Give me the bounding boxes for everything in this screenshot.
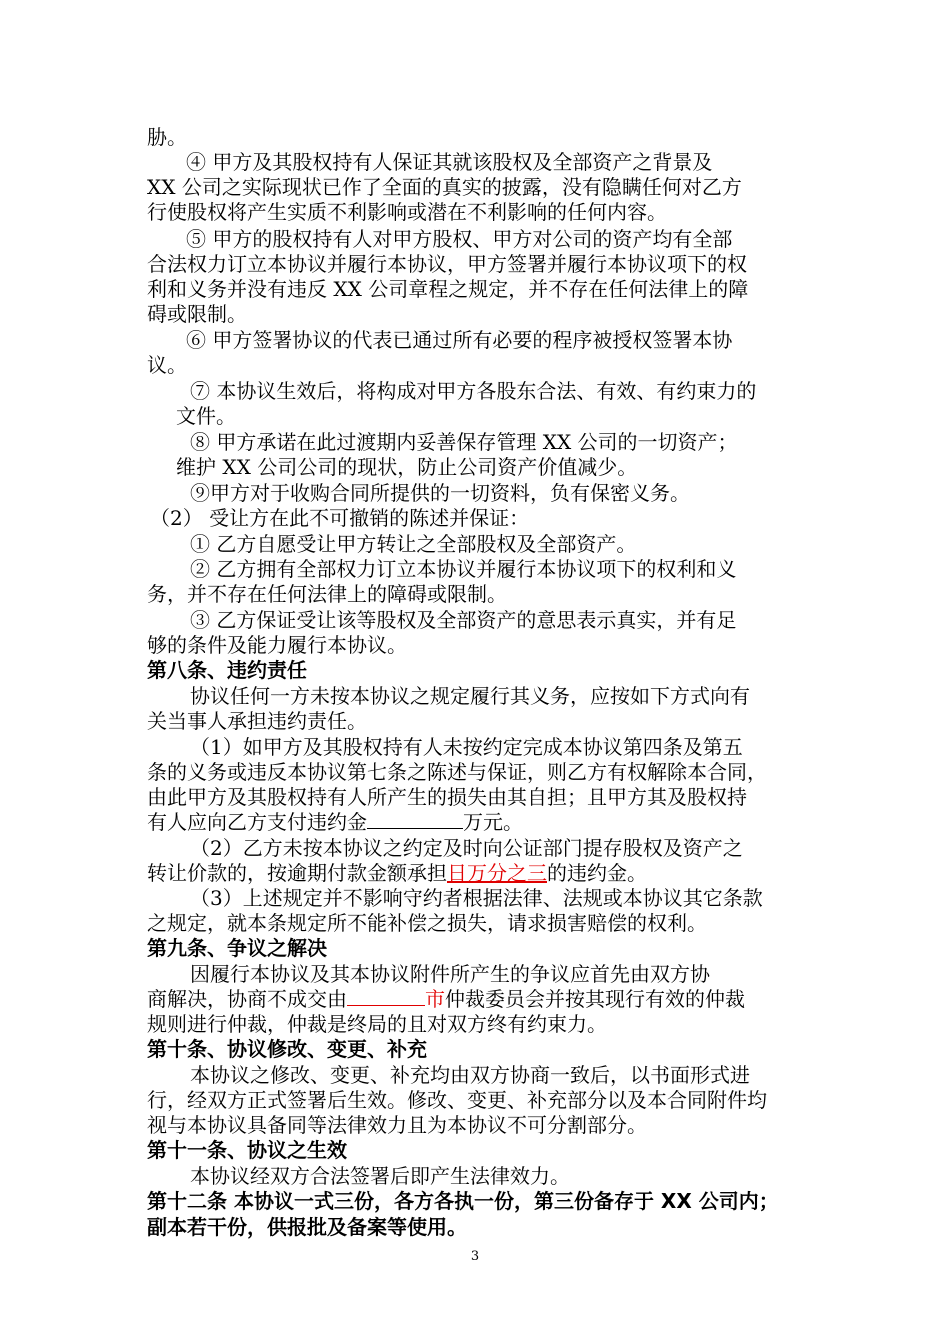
text-segment: 有人应向乙方支付违约金 [147,810,367,834]
text-line: 本协议之修改、变更、补充均由双方协商一致后，以书面形式进 [190,1063,750,1087]
text-line: 利和义务并没有违反 XX 公司章程之规定，并不存在任何法律上的障 [147,277,749,301]
text-line: （3）上述规定并不影响守约者根据法律、法规或本协议其它条款 [190,886,763,910]
highlighted-penalty-rate: 日万分之三 [447,861,547,885]
text-segment: 商解决，协商不成交由 [147,987,347,1011]
text-line: 因履行本协议及其本协议附件所产生的争议应首先由双方协 [190,962,710,986]
text-line: 行使股权将产生实质不利影响或潜在不利影响的任何内容。 [147,200,667,224]
text-line [147,987,745,1011]
text-line: 行，经双方正式签署后生效。修改、变更、补充部分以及本合同附件均 [147,1088,767,1112]
text-line: ⑨甲方对于收购合同所提供的一切资料，负有保密义务。 [190,481,690,505]
text-line: 合法权力订立本协议并履行本协议，甲方签署并履行本协议项下的权 [147,252,747,276]
text-line: ⑤ 甲方的股权持有人对甲方股权、甲方对公司的资产均有全部 [186,227,733,251]
page-number: 3 [470,1249,480,1264]
article-heading: 第九条、争议之解决 [147,936,327,960]
text-line: （2）乙方未按本协议之约定及时向公证部门提存股权及资产之 [190,836,743,860]
text-line: 视与本协议具备同等法律效力且为本协议不可分割部分。 [147,1113,647,1137]
text-line: 碍或限制。 [147,302,247,326]
text-line: 协议任何一方未按本协议之规定履行其义务，应按如下方式向有 [190,684,750,708]
text-line: 务，并不存在任何法律上的障碍或限制。 [147,582,507,606]
text-line: ⑦ 本协议生效后，将构成对甲方各股东合法、有效、有约束力的 [190,379,757,403]
text-line [147,861,647,885]
text-line: 条的义务或违反本协议第七条之陈述与保证，则乙方有权解除本合同， [147,760,767,784]
text-line: 够的条件及能力履行本协议。 [147,633,407,657]
text-line: ④ 甲方及其股权持有人保证其就该股权及全部资产之背景及 [186,150,713,174]
text-line: XX 公司之实际现状已作了全面的真实的披露，没有隐瞒任何对乙方 [147,175,742,199]
highlighted-city-suffix: 市 [425,987,445,1011]
text-line: 由此甲方及其股权持有人所产生的损失由其自担；且甲方其及股权持 [147,785,747,809]
text-line: ⑥ 甲方签署协议的代表已通过所有必要的程序被授权签署本协 [186,328,733,352]
text-segment: 转让价款的，按逾期付款金额承担 [147,861,447,885]
text-line: 规则进行仲裁，仲裁是终局的且对双方终有约束力。 [147,1012,607,1036]
text-line [147,810,523,834]
text-line: 关当事人承担违约责任。 [147,709,367,733]
text-line: ⑧ 甲方承诺在此过渡期内妥善保存管理 XX 公司的一切资产； [190,430,738,454]
text-line: 维护 XX 公司公司的现状，防止公司资产价值减少。 [176,455,638,479]
article-heading: 第十二条 本协议一式三份，各方各执一份，第三份备存于 XX 公司内； [147,1189,779,1213]
text-line: 胁。 [147,125,187,149]
article-heading: 第十条、协议修改、变更、补充 [147,1037,427,1061]
text-line: 议。 [147,353,187,377]
text-line: ① 乙方自愿受让甲方转让之全部股权及全部资产。 [190,532,637,556]
city-blank [347,987,425,1006]
text-line: 之规定，就本条规定所不能补偿之损失，请求损害赔偿的权利。 [147,911,707,935]
text-line: 文件。 [176,404,236,428]
text-segment: 万元。 [463,810,523,834]
text-line: ③ 乙方保证受让该等股权及全部资产的意思表示真实，并有足 [190,608,737,632]
amount-blank [367,810,463,829]
text-segment: 仲裁委员会并按其现行有效的仲裁 [445,987,745,1011]
text-segment: 的违约金。 [547,861,647,885]
text-line: 本协议经双方合法签署后即产生法律效力。 [190,1164,570,1188]
article-heading: 第八条、违约责任 [147,658,307,682]
text-line: （1）如甲方及其股权持有人未按约定完成本协议第四条及第五 [190,735,743,759]
article-heading-continued: 副本若干份，供报批及备案等使用。 [147,1215,467,1239]
article-heading: 第十一条、协议之生效 [147,1138,347,1162]
text-line: ② 乙方拥有全部权力订立本协议并履行本协议项下的权利和义 [190,557,737,581]
text-line: （2） 受让方在此不可撤销的陈述并保证： [150,506,530,530]
